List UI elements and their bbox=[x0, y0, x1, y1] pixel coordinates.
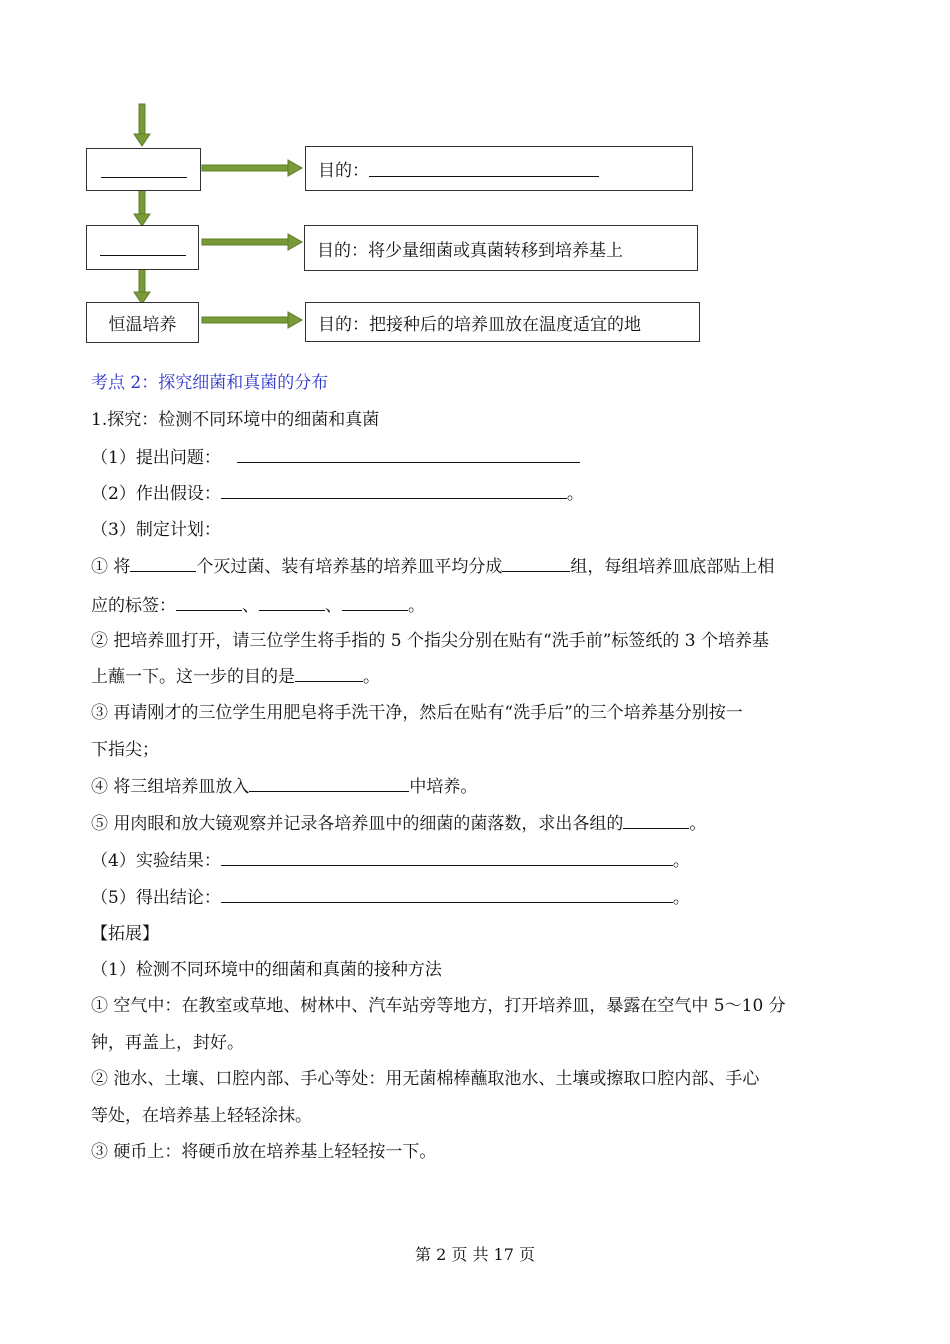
step-1-line-2 bbox=[91, 593, 861, 618]
question-5-blank bbox=[221, 885, 673, 903]
down-arrow-icon bbox=[134, 104, 150, 146]
flow-purpose-3-label: 目的：把接种后的培养皿放在温度适宜的地 bbox=[318, 314, 641, 335]
flow-purpose-1-box bbox=[305, 146, 693, 191]
extension-item-1-line-1: ① 空气中：在教室或草地、树林中、汽车站旁等地方，打开培养皿，暴露在空气中 5～10 分 bbox=[91, 996, 786, 1016]
extension-item-3: ③ 硬币上：将硬币放在培养基上轻轻按一下。 bbox=[91, 1142, 437, 1162]
right-arrow-icon bbox=[202, 312, 302, 328]
question-5-end: 。 bbox=[672, 888, 690, 908]
right-arrow-icon bbox=[202, 160, 302, 176]
step-1-text-d: 应的标签： bbox=[91, 596, 176, 616]
step-1-sep-2: 、 bbox=[325, 596, 342, 616]
step-1-text-a: ① 将 bbox=[91, 557, 131, 577]
question-5 bbox=[91, 885, 861, 910]
step-1-blank-5 bbox=[342, 593, 408, 611]
step-1-blank-2 bbox=[502, 554, 570, 572]
step-4-text-a: ④ 将三组培养皿放入 bbox=[91, 777, 250, 797]
step-2-blank bbox=[295, 664, 363, 682]
flow-step-1-box bbox=[86, 148, 201, 191]
step-1-text-c: 组，每组培养皿底部贴上相 bbox=[570, 557, 775, 577]
section-heading: 考点 2：探究细菌和真菌的分布 bbox=[91, 373, 329, 393]
step-2-text-b: 上蘸一下。这一步的目的是 bbox=[91, 667, 295, 687]
page-footer: 第 2 页 共 17 页 bbox=[415, 1245, 535, 1264]
question-2-end: 。 bbox=[566, 484, 584, 504]
step-4-text-b: 中培养。 bbox=[409, 777, 478, 797]
question-2-blank bbox=[221, 481, 567, 499]
question-3: （3）制定计划： bbox=[91, 520, 221, 540]
question-1-blank bbox=[237, 445, 580, 463]
extension-item-1-line-2: 钟，再盖上，封好。 bbox=[91, 1033, 244, 1053]
flow-purpose-1-blank bbox=[369, 175, 599, 177]
question-4 bbox=[91, 848, 861, 873]
extension-subtitle: （1）检测不同环境中的细菌和真菌的接种方法 bbox=[91, 960, 442, 980]
question-1-label: （1）提出问题： bbox=[91, 448, 221, 468]
step-2-line-2 bbox=[91, 664, 861, 689]
step-3-line-1: ③ 再请刚才的三位学生用肥皂将手洗干净，然后在贴有“洗手后”的三个培养基分别按一 bbox=[91, 703, 743, 723]
step-5-end: 。 bbox=[689, 814, 707, 834]
flow-purpose-1-label: 目的： bbox=[318, 161, 369, 181]
flow-step-1-blank bbox=[101, 176, 187, 178]
flow-purpose-3-box bbox=[305, 302, 700, 342]
right-arrow-icon bbox=[202, 234, 302, 250]
step-4-blank bbox=[249, 774, 409, 792]
step-4-line bbox=[91, 774, 861, 799]
step-1-line-1 bbox=[91, 554, 861, 579]
question-2-label: （2）作出假设： bbox=[91, 484, 221, 504]
step-1-blank-1 bbox=[130, 554, 196, 572]
extension-title: 【拓展】 bbox=[91, 924, 159, 944]
question-5-label: （5）得出结论： bbox=[91, 888, 221, 908]
step-3-line-2: 下指尖； bbox=[91, 740, 159, 760]
flow-purpose-2-box bbox=[304, 225, 698, 271]
inquiry-title: 1.探究：检测不同环境中的细菌和真菌 bbox=[91, 410, 380, 430]
question-1 bbox=[91, 445, 861, 470]
question-2 bbox=[91, 481, 861, 506]
question-4-end: 。 bbox=[672, 851, 690, 871]
flow-step-2-blank bbox=[100, 254, 186, 256]
step-5-text-a: ⑤ 用肉眼和放大镜观察并记录各培养皿中的细菌的菌落数，求出各组的 bbox=[91, 814, 624, 834]
step-1-end: 。 bbox=[408, 596, 425, 616]
extension-item-2-line-1: ② 池水、土壤、口腔内部、手心等处：用无菌棉棒蘸取池水、土壤或擦取口腔内部、手心 bbox=[91, 1069, 760, 1089]
step-2-line-1: ② 把培养皿打开，请三位学生将手指的 5 个指尖分别在贴有“洗手前”标签纸的 3 个培养基 bbox=[91, 631, 770, 651]
step-1-sep-1: 、 bbox=[242, 596, 259, 616]
flow-step-3-label: 恒温培养 bbox=[108, 315, 177, 335]
step-1-blank-4 bbox=[259, 593, 325, 611]
flow-step-3-box bbox=[86, 302, 199, 343]
step-1-text-b: 个灭过菌、装有培养基的培养皿平均分成 bbox=[196, 557, 503, 577]
step-1-blank-3 bbox=[176, 593, 242, 611]
step-5-blank bbox=[623, 811, 689, 829]
question-4-blank bbox=[221, 848, 673, 866]
flow-purpose-2-label: 目的：将少量细菌或真菌转移到培养基上 bbox=[317, 240, 623, 261]
flow-step-2-box bbox=[86, 225, 199, 270]
step-5-line bbox=[91, 811, 861, 836]
step-2-end: 。 bbox=[363, 667, 380, 687]
extension-item-2-line-2: 等处，在培养基上轻轻涂抹。 bbox=[91, 1106, 312, 1126]
question-4-label: （4）实验结果： bbox=[91, 851, 221, 871]
